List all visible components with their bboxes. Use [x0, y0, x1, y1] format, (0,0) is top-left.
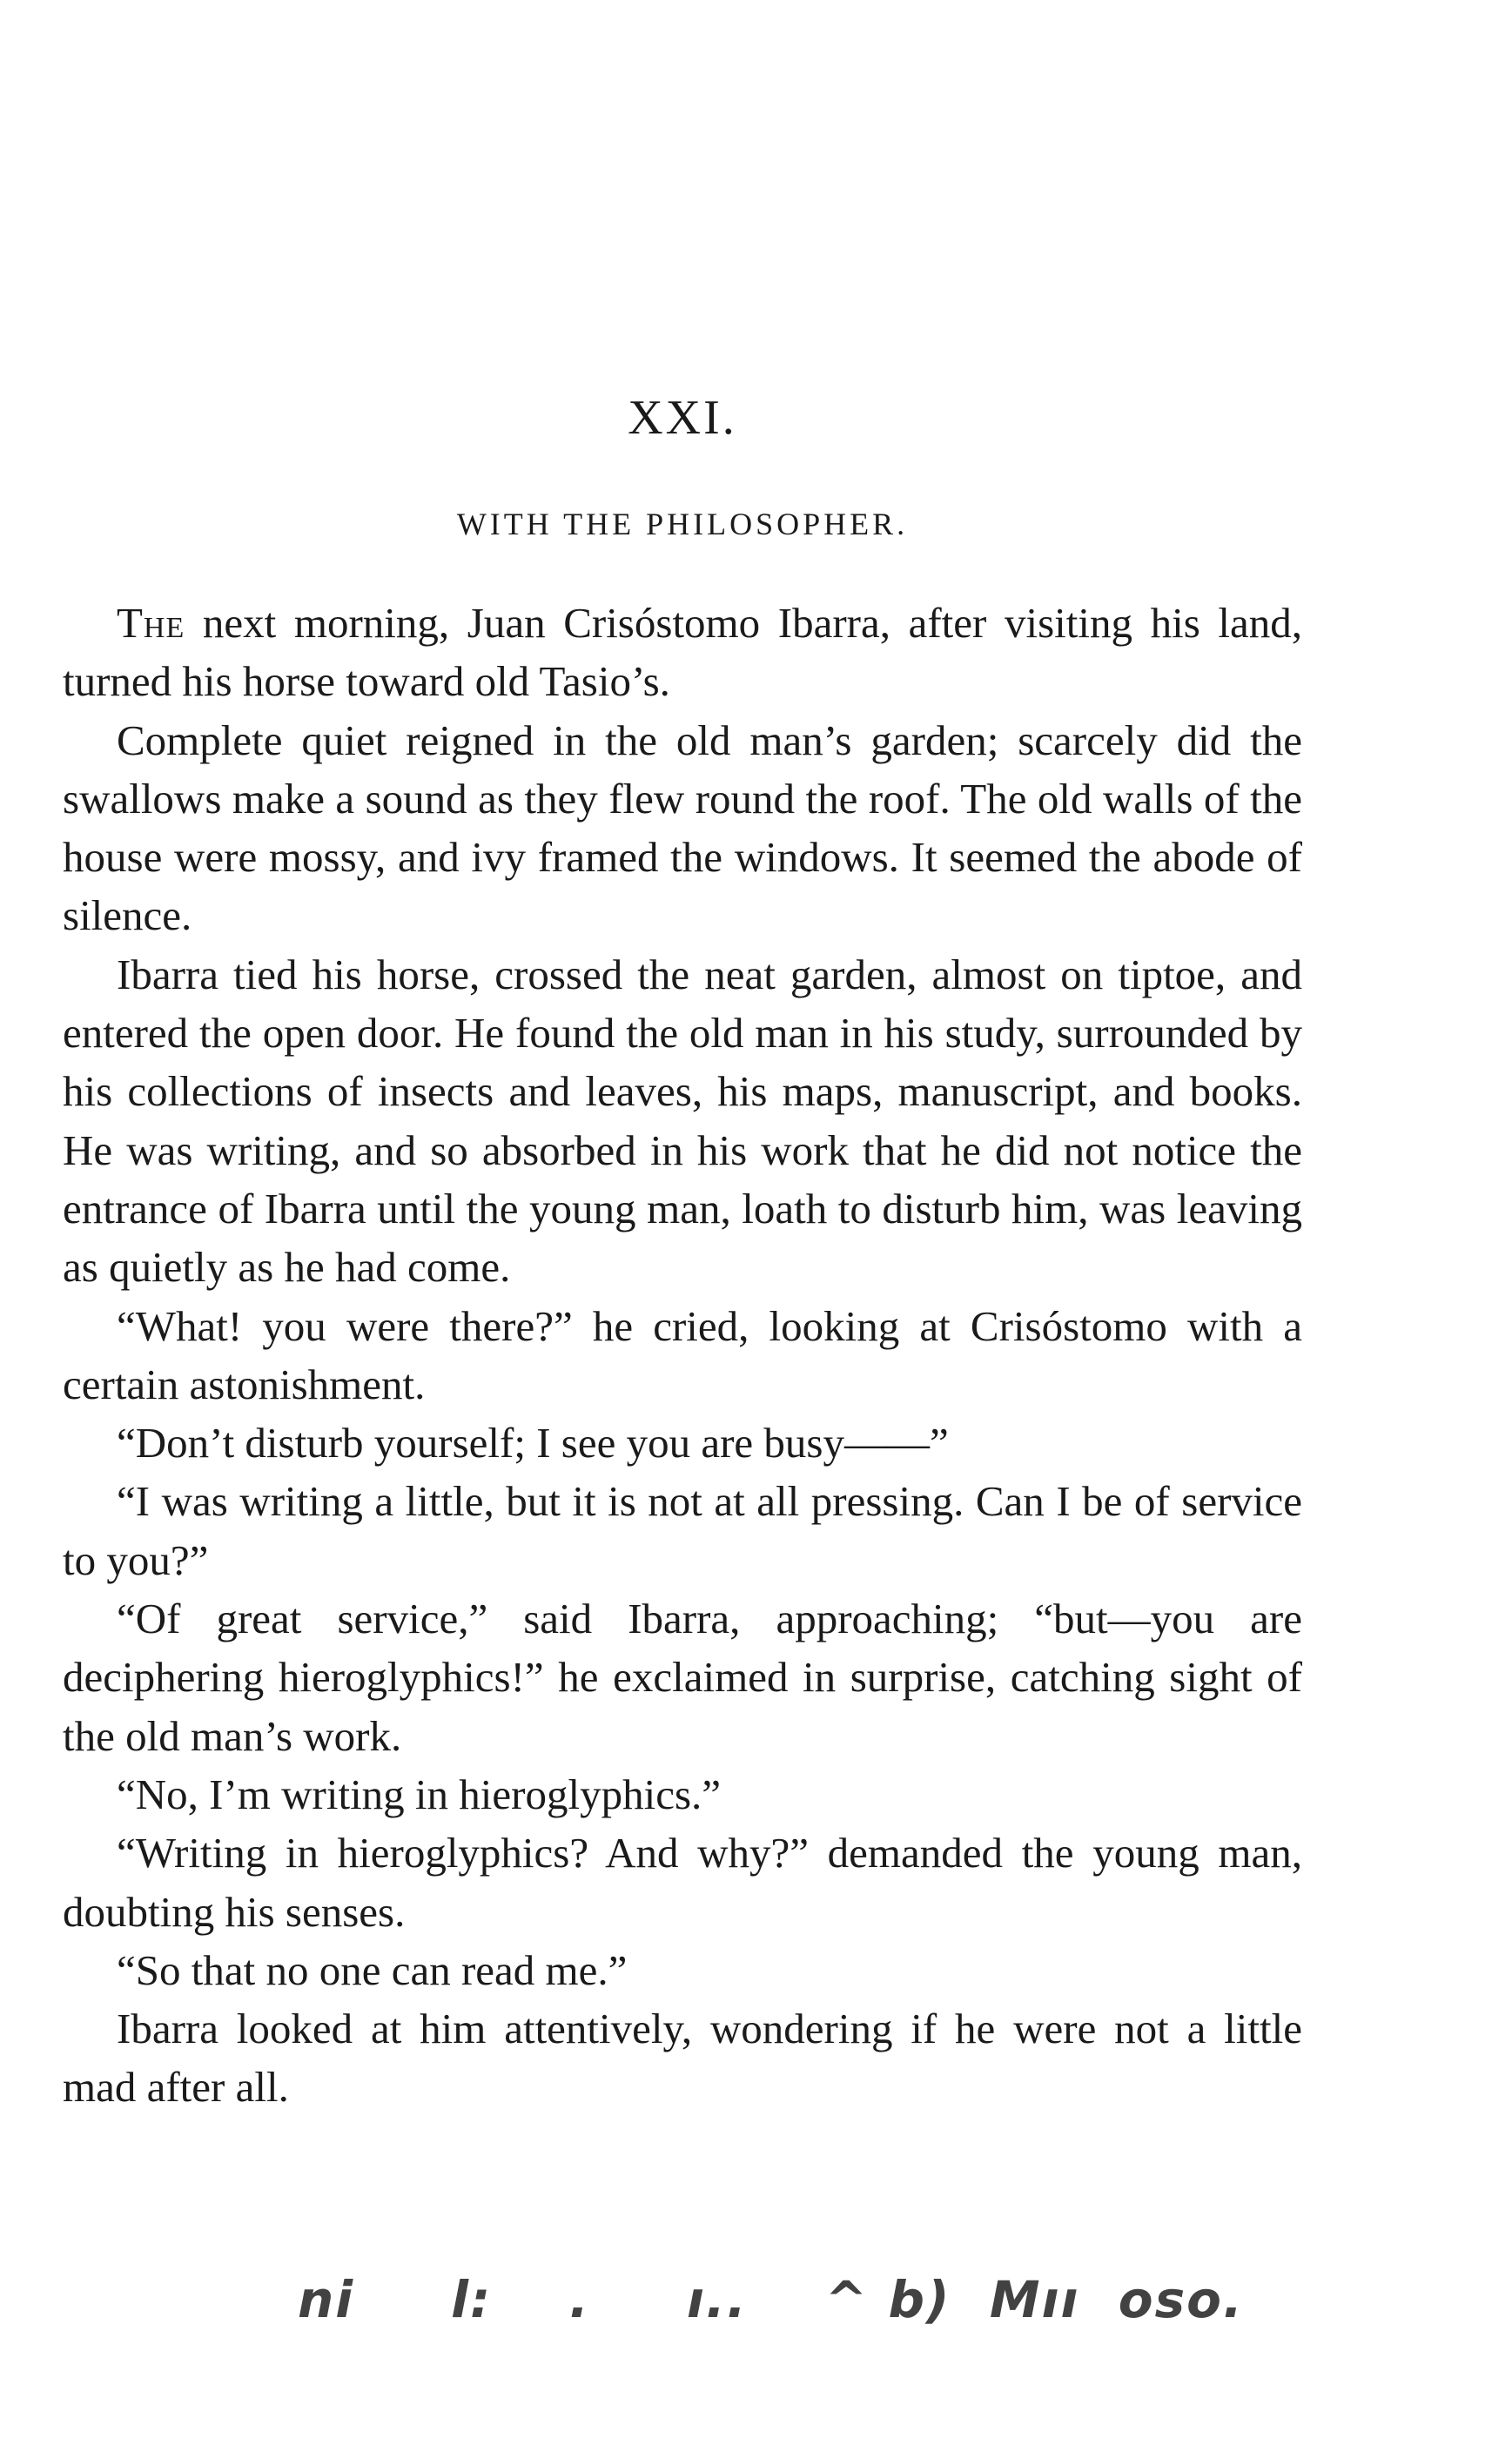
- paragraph-9: “Writing in hieroglyphics? And why?” demanded the young man, doubting his senses.: [63, 1829, 1302, 1936]
- paragraph-8: “No, I’m writing in hieroglyphics.”: [117, 1770, 722, 1818]
- book-page: [63, 0, 1302, 2445]
- running-footer: ni l: . ı.. ^ b) Mıı oso.: [298, 2270, 1245, 2329]
- paragraph-4: “What! you were there?” he cried, looking at Crisóstomo with a certain astonishment.: [63, 1301, 1302, 1408]
- paragraph-1: [63, 594, 1302, 711]
- paragraph-2: Complete quiet reigned in the old man’s garden; scarcely did the swallows make a sound as they flew round the roof. The old walls of the house were mossy, and ivy framed the windows. It seemed the abode of silence.: [63, 715, 1302, 940]
- paragraph-6: “I was writing a little, but it is not at all pressing. Can I be of service to you?”: [63, 1477, 1302, 1584]
- chapter-body: [63, 594, 1302, 2117]
- paragraph-10: “So that no one can read me.”: [117, 1945, 628, 1994]
- paragraph-3: Ibarra tied his horse, crossed the neat garden, almost on tiptoe, and entered the open door. He found the old man in his study, surrounded by his collections of insects and leaves, his maps, manuscript, and books. He was writing, and so absorbed in his work that he did not notice the entrance of Ibarra until the young man, loath to disturb him, was leaving as quietly as he had come.: [63, 950, 1302, 1292]
- paragraph-7: “Of great service,” said Ibarra, approaching; “but—you are deciphering hieroglyphics!” he exclaimed in surprise, catching sight of the old man’s work.: [63, 1595, 1302, 1760]
- paragraph-5: “Don’t disturb yourself; I see you are busy——”: [117, 1419, 949, 1468]
- paragraph-11: Ibarra looked at him attentively, wondering if he were not a little mad after all.: [63, 2005, 1302, 2112]
- paragraph-text: next morning, Juan Crisóstomo Ibarra, after visiting his land, turned his horse toward old Tasio’s.: [63, 599, 1302, 706]
- opening-word: The: [117, 599, 185, 647]
- chapter-title: WITH THE PHILOSOPHER.: [456, 507, 909, 541]
- chapter-number: XXI.: [628, 391, 737, 445]
